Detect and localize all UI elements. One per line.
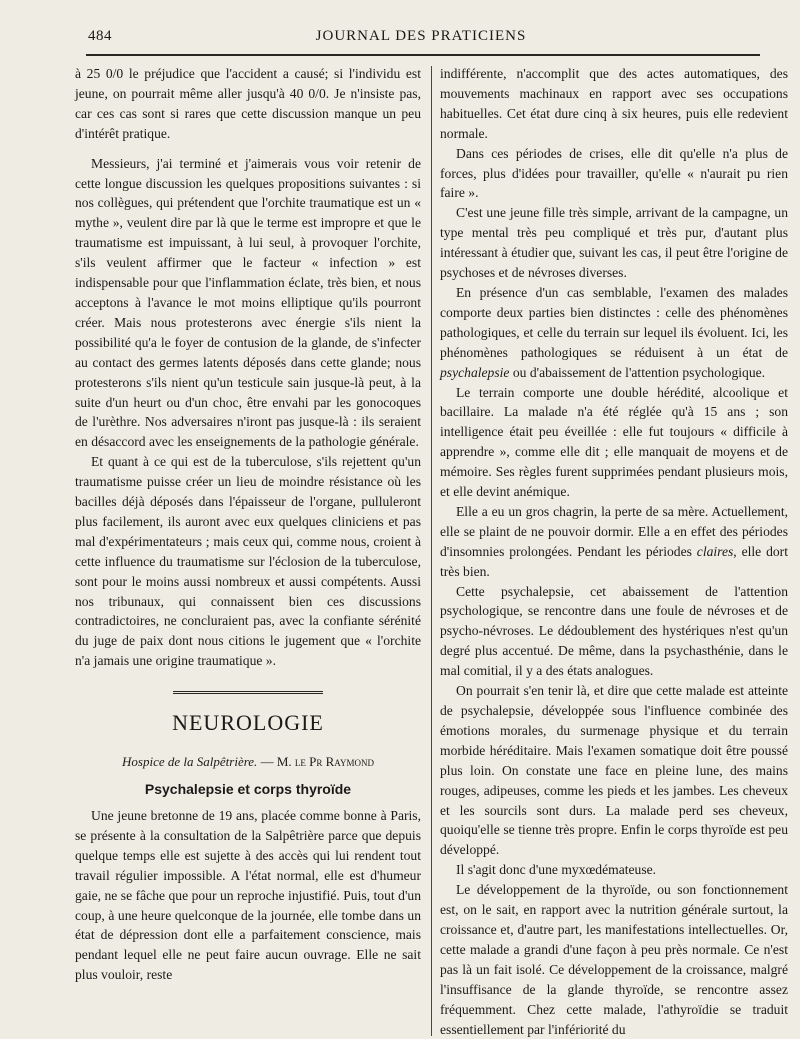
paragraph: C'est une jeune fille très simple, arrivant de la campagne, un type mental très peu compliqué et très pur, d'autant plus intéressant à étudier que, suivant les cas, il peut être l'origine de psychoses et de névroses diverses. [440,205,788,281]
journal-title: JOURNAL DES PRATICIENS [315,28,527,44]
paragraph [440,283,788,383]
paragraph: Le terrain comporte une double hérédité, alcoolique et bacillaire. La malade n'a été réglée qu'à 15 ans ; son intelligence était peu éveillée : elle fut toujours « difficile à apprendre », comme elle dit ; elle manquait de moyens et de mémoire. Ses règles furent supprimées pendant plusieurs mois, et elle devint anémique. [440,384,788,500]
emphasis-claires: claires [696,543,734,559]
left-column [75,64,421,985]
section-title: NEUROLOGIE [172,710,324,736]
emphasis-psychalepsie: psychalepsie [440,364,510,380]
paragraph: On pourrait s'en tenir là, et dire que cette malade est atteinte de psychalepsie, développée sous l'influence combinée des émotions morales, du surmenage physique et du terrain morbide héréditaire. Mais l'examen somatique doit être poussé plus loin. On constate une face en pleine lune, des mains rouges, adipeuses, comme les pieds et les jambes. Les cheveux et les sourcils sont durs. La malade perd ses cheveux, quoiqu'elle se tienne très propre. Enfin le corps thyroïde est peu développé. [440,683,788,858]
paragraph: Messieurs, j'ai terminé et j'aimerais vous voir retenir de cette longue discussion les quelques propositions suivantes : si nos collègues, qui prétendent que l'orchite traumatique est un « mythe », veulent dire par là que le terme est impropre et que le traumatisme est impuissant, à lui seul, à provoquer l'orchite, s'ils veulent affirmer que le facteur « infection » est indispensable pour que l'inflammation éclate, très bien, et nous acceptons à l'avance le mot moins elliptique qu'ils pourront créer. Mais nous protesterons avec énergie s'ils nient la possibilité qu'a le foyer de contusion de la glande, de s'infecter au contact des germes latents déposés dans cette glande; nous protesterons s'ils nient qu'un testicule sain jusque-là peut, à la suite d'un heurt ou d'un choc, être envahi par les gonocoques de l'urèthre. Nos adversaires n'iront pas jusque-là : ils seraient en désaccord avec les enseignements de la pathologie générale. [75,155,421,450]
text-run: En présence d'un cas semblable, l'examen des malades comporte deux parties bien distinctes : celle des phénomènes pathologiques, et celle du terrain sur lequel ils évoluent. Ici, les phénomènes pathologiques se réduisent à un état de [440,284,788,360]
column-divider [431,66,432,1036]
paragraph: Une jeune bretonne de 19 ans, placée comme bonne à Paris, se présente à la consultation de la Salpêtrière parce que depuis quelque temps elle est sujette à des accès qui lui rendent tout travail régulier impossible. A l'état normal, elle est d'humeur gaie, ne se fâche que pour un reproche injustifié. Puis, tout d'un coup, à une heure quelconque de la journée, elle tombe dans un état de dépression dont elle a parfaitement conscience, mais pendant lequel elle ne peut faire aucun ouvrage. Elle ne sait plus vouloir, reste [75,808,421,983]
running-header [84,28,758,50]
page-number: 484 [88,28,112,44]
header-rule [86,54,760,56]
text-run: , elle dort très bien. [440,543,788,579]
byline-author: — M. le Pr Raymond [260,754,374,770]
section-rule [173,691,323,696]
paragraph [440,502,788,582]
paragraph: à 25 0/0 le préjudice que l'accident a causé; si l'individu est jeune, on pourrait même aller jusqu'à 40 0/0. Je n'insiste pas, car ces cas sont si rares que cette discussion manque un peu d'intérêt pratique. [75,66,421,141]
paragraph: indifférente, n'accomplit que des actes automatiques, des mouvements machinaux en rapport avec ses occupations habituelles. Cet état dure cinq à six heures, puis elle redevient normale. [440,66,788,141]
paragraph: Cette psychalepsie, cet abaissement de l'attention psychologique, se rencontre dans une foule de névroses et de psycho-névroses. Le dédoublement des hystériques n'est qu'un degré plus accentué. De même, dans la psychasthénie, dans le mal comitial, il y a des états analogues. [440,583,788,679]
article-title: Psychalepsie et corps thyroïde [144,781,352,798]
paragraph: Et quant à ce qui est de la tuberculose, s'ils rejettent qu'un traumatisme puisse créer un lieu de moindre résistance où les bacilles déjà déposés dans l'épaisseur de l'organe, pulluleront plus facilement, ils auront avec eux quelques cliniciens et pas mal d'expérimentateurs ; mais ceux qui, comme nous, croient à cette influence du traumatisme sur l'éclosion de la tuberculose, sont pour le moins aussi nombreux et aussi compétents. Aussi nos tribunaux, qui connaissent bien ces discussions contradictoires, ne concluraient pas, avec la confiante sérénité du juge de paix dont nous citions le jugement que « l'orchite n'a jamais une origine traumatique ». [75,454,421,669]
article-byline [75,752,421,772]
text-run: ou d'abaissement de l'attention psychologique. [509,364,766,380]
byline-hospital: Hospice de la Salpêtrière. [122,754,258,770]
text-run: Elle a eu un gros chagrin, la perte de sa mère. Actuellement, elle se plaint de ne pouvoir dormir. Elle a en effet des périodes d'insomnies prolongées. Pendant les périodes [440,503,788,559]
right-column [440,64,788,1039]
paragraph: Dans ces périodes de crises, elle dit qu'elle n'a plus de forces, plus d'idées pour travailler, qu'elle « n'aurait pu rien faire ». [440,145,788,201]
paragraph: Le développement de la thyroïde, ou son fonctionnement est, on le sait, en rapport avec la nutrition générale surtout, la croissance et, d'autre part, les manifestations intellectuelles. Or, cette malade a grandi d'une façon à peu près normale. Ce n'est pas là un fait isolé. Ce développement de la croissance, malgré l'insuffisance de la glande thyroïde, se rencontre assez fréquemment. Chez cette malade, l'athyroïdie se traduit essentiellement par l'infériorité du [440,882,788,1037]
paragraph: Il s'agit donc d'une myxœdémateuse. [456,862,657,878]
